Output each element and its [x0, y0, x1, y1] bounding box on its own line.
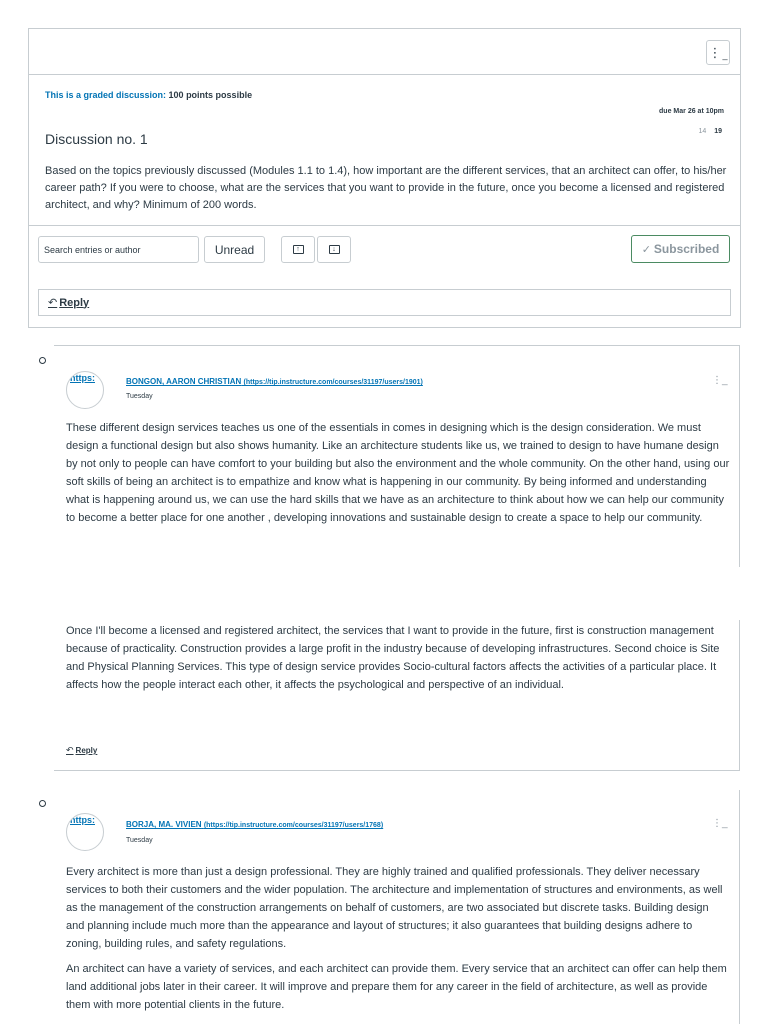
entry-divider [54, 345, 740, 346]
points-possible: 100 points possible [168, 90, 253, 100]
kebab-icon: ⋮_ [712, 375, 728, 386]
entry-bullet [39, 800, 46, 807]
expand-replies-button[interactable] [317, 236, 351, 263]
subscribed-button[interactable] [631, 235, 730, 263]
topic-options-button[interactable]: ⋮ _ [706, 40, 730, 65]
graded-notice [45, 90, 252, 100]
subscribed-label: Subscribed [653, 242, 720, 256]
unread-filter-button[interactable]: Unread [204, 236, 265, 263]
entry-reply-label: Reply [75, 746, 98, 755]
entry-paragraph: An architect can have a variety of services, and each architect can provide them. Every service that an architect can offer can help them land additional jobs later in their career. It will improve and prepare them for any career in the field of architecture, as well as provide them with more potential clients in the future. [66, 963, 727, 1011]
author-link[interactable] [126, 377, 423, 386]
entry-border [739, 790, 740, 1024]
topic-header [29, 29, 740, 75]
total-count: 19 [714, 128, 722, 135]
kebab-icon: ⋮_ [712, 818, 728, 829]
avatar[interactable] [66, 371, 104, 409]
entry-paragraph: Every architect is more than just a design professional. They are highly trained and qualified professionals. They deliver necessary services to both their customers and the wider population. The architecture and implementation of structures and environments, as well as the management of the construction arrangements on behalf of customers, are two associated but discrete tasks. Building design and planning include much more than the appearance and layout of structures; it also guarantees that building designs adhere to zoning, building rules, and safety regulations. [66, 866, 723, 950]
topic-message: Based on the topics previously discussed (Modules 1.1 to 1.4), how important are the different services, that an architect can offer, to his/her career path? If you were to choose, what are the services that you want to provide in the future, once you become a licensed and registered architect, and why? Minimum of 200 words. [45, 165, 727, 211]
kebab-icon: ⋮ [708, 45, 722, 60]
entry-date: Tuesday [126, 393, 153, 400]
unread-count: 14 [698, 128, 707, 135]
graded-label: This is a graded discussion: [45, 90, 167, 100]
discussion-toolbar [29, 225, 740, 271]
reply-arrow-icon: ↶ [48, 297, 58, 309]
entry-border [739, 345, 740, 567]
due-date: due Mar 26 at 10pm [659, 108, 724, 115]
search-input[interactable] [38, 236, 199, 263]
discussion-topic [28, 28, 741, 328]
entry-reply-button[interactable] [66, 745, 97, 756]
entry-paragraph: These different design services teaches us one of the essentials in comes in designing which is the design consideration. We must design a functional design but also shows humanity. Like an architecture students like us, we trained to design to have humane design by not only to people can have comfort to your building but also the environment and the whole community. On the other hand, using our soft skills of being an architect is to empathize and know what is happening in our community. By being informed and understanding what is happening around us, we can use the hard skills that we have as an architecture to think about how we can help our community to become a better place for one another , developing innovations and sustainable design to create a space to help our community. [66, 422, 730, 524]
entry-date: Tuesday [126, 837, 153, 844]
author-link[interactable] [126, 820, 383, 829]
author-name: BORJA, MA. VIVIEN [126, 820, 202, 829]
author-name: BONGON, AARON CHRISTIAN [126, 377, 242, 386]
arrow-up-icon: ↑ [293, 245, 304, 254]
avatar[interactable] [66, 813, 104, 851]
page-title: Discussion no. 1 [45, 131, 148, 147]
topic-reply-bar[interactable] [38, 289, 731, 316]
entry-counts [698, 128, 722, 135]
reply-button[interactable] [48, 296, 89, 309]
reply-label: Reply [59, 296, 90, 309]
author-url: (https://tip.instructure.com/courses/31197/users/1768) [203, 822, 384, 829]
entry-paragraph: Once I'll become a licensed and registered architect, the services that I want to provide in the future, first is construction management because of practicality. Construction provides a large profit in the industry because of developing infrastructures. Second choice is Site and Physical Planning Services. This type of design service provides Socio-cultural factors affects the activities of a particular place. It affects how the people interact each other, it affects the psychological and perspective of an individual. [66, 625, 720, 691]
collapse-replies-button[interactable] [281, 236, 315, 263]
reply-arrow-icon: ↶ [66, 745, 74, 755]
entry-border [739, 620, 740, 770]
entry-bullet [39, 357, 46, 364]
avatar-alt-text: https: [70, 373, 95, 383]
arrow-down-icon: ↓ [329, 245, 340, 254]
avatar-alt-text: https: [70, 815, 95, 825]
entry-options-button[interactable] [712, 819, 728, 829]
entry-options-button[interactable] [712, 376, 728, 386]
check-icon: ✓ [641, 243, 651, 256]
author-url: (https://tip.instructure.com/courses/31197/users/1901) [243, 379, 423, 386]
entry-divider [54, 770, 740, 771]
